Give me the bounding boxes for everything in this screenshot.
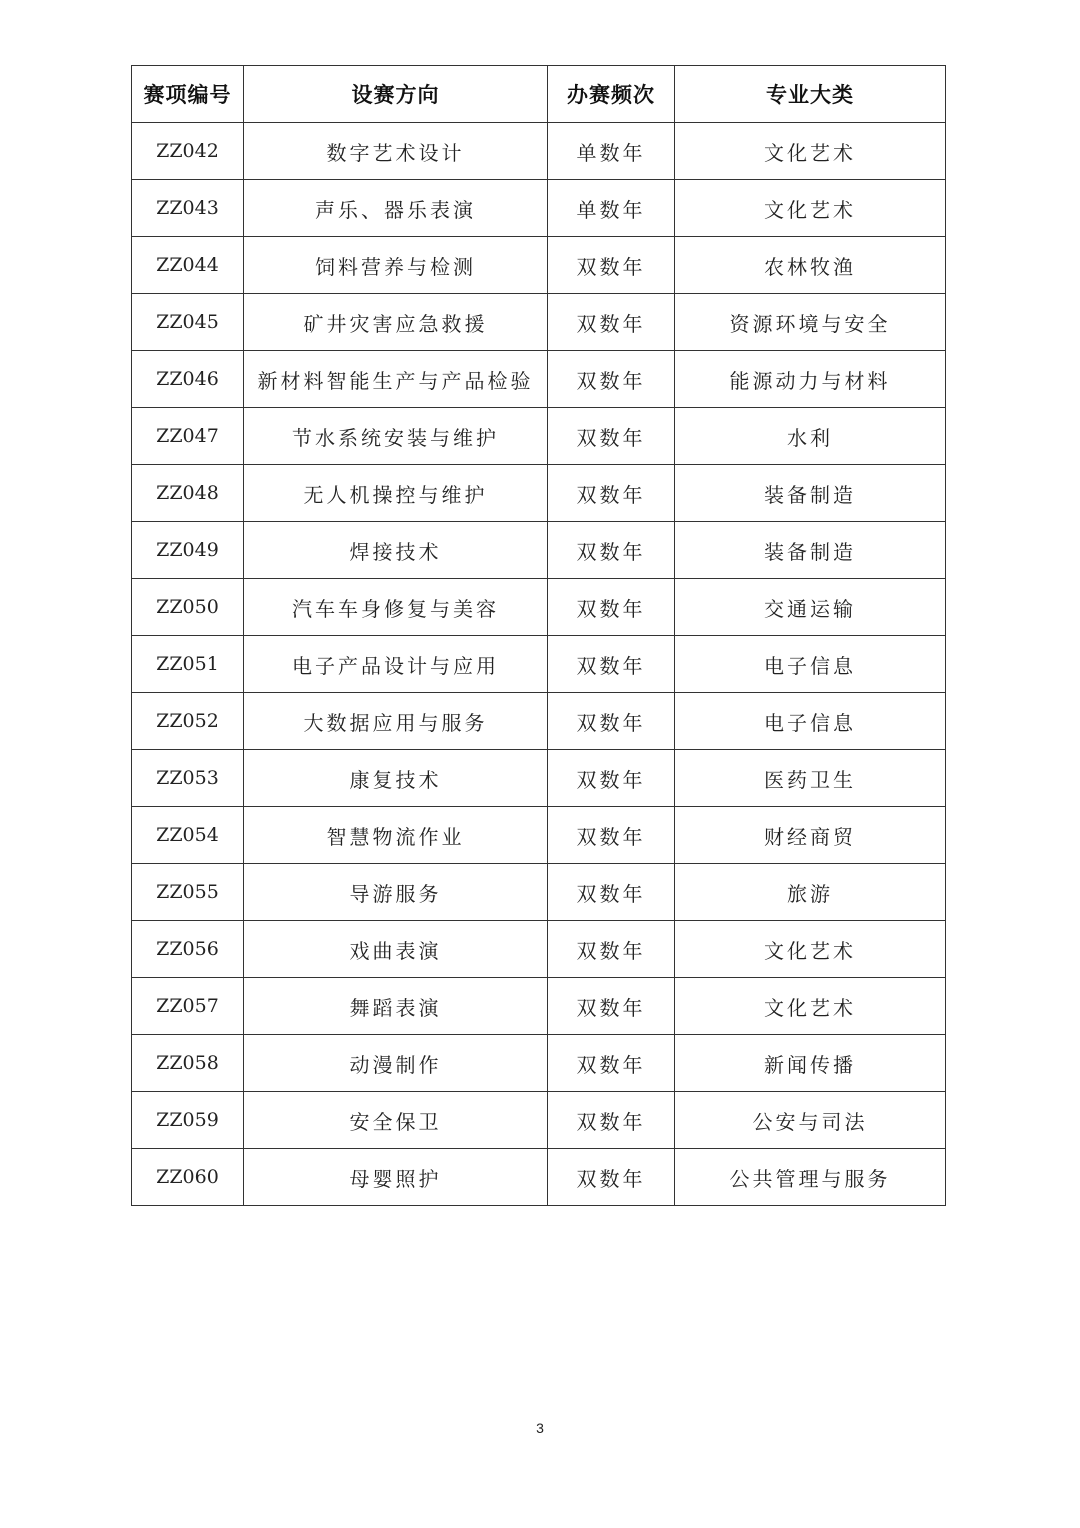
- header-competition-id: 赛项编号: [132, 66, 244, 123]
- cell-major-category: 能源动力与材料: [675, 351, 946, 408]
- cell-frequency: 双数年: [548, 921, 675, 978]
- cell-direction: 节水系统安装与维护: [244, 408, 548, 465]
- cell-direction: 动漫制作: [244, 1035, 548, 1092]
- cell-competition-id: ZZ057: [132, 978, 244, 1035]
- cell-competition-id: ZZ049: [132, 522, 244, 579]
- cell-direction: 汽车车身修复与美容: [244, 579, 548, 636]
- cell-direction: 母婴照护: [244, 1149, 548, 1206]
- cell-direction: 康复技术: [244, 750, 548, 807]
- cell-major-category: 水利: [675, 408, 946, 465]
- cell-direction: 数字艺术设计: [244, 123, 548, 180]
- table-row: [132, 1149, 946, 1206]
- cell-major-category: 资源环境与安全: [675, 294, 946, 351]
- table-row: [132, 522, 946, 579]
- cell-frequency: 双数年: [548, 351, 675, 408]
- cell-frequency: 双数年: [548, 579, 675, 636]
- cell-frequency: 双数年: [548, 465, 675, 522]
- cell-major-category: 文化艺术: [675, 978, 946, 1035]
- cell-direction: 导游服务: [244, 864, 548, 921]
- cell-major-category: 电子信息: [675, 693, 946, 750]
- cell-competition-id: ZZ055: [132, 864, 244, 921]
- cell-major-category: 装备制造: [675, 465, 946, 522]
- cell-major-category: 文化艺术: [675, 123, 946, 180]
- cell-competition-id: ZZ056: [132, 921, 244, 978]
- cell-direction: 矿井灾害应急救援: [244, 294, 548, 351]
- cell-competition-id: ZZ053: [132, 750, 244, 807]
- cell-major-category: 医药卫生: [675, 750, 946, 807]
- cell-frequency: 双数年: [548, 522, 675, 579]
- header-frequency: 办赛频次: [548, 66, 675, 123]
- cell-competition-id: ZZ045: [132, 294, 244, 351]
- cell-competition-id: ZZ048: [132, 465, 244, 522]
- cell-frequency: 双数年: [548, 294, 675, 351]
- table-row: [132, 750, 946, 807]
- table-body: [132, 123, 946, 1206]
- table-row: [132, 465, 946, 522]
- cell-frequency: 双数年: [548, 750, 675, 807]
- cell-competition-id: ZZ047: [132, 408, 244, 465]
- cell-frequency: 双数年: [548, 237, 675, 294]
- table-row: [132, 579, 946, 636]
- cell-direction: 戏曲表演: [244, 921, 548, 978]
- cell-direction: 舞蹈表演: [244, 978, 548, 1035]
- cell-direction: 饲料营养与检测: [244, 237, 548, 294]
- header-major-category: 专业大类: [675, 66, 946, 123]
- cell-frequency: 双数年: [548, 1149, 675, 1206]
- table-row: [132, 1035, 946, 1092]
- table-row: [132, 237, 946, 294]
- table-row: [132, 180, 946, 237]
- cell-direction: 电子产品设计与应用: [244, 636, 548, 693]
- cell-competition-id: ZZ044: [132, 237, 244, 294]
- cell-direction: 新材料智能生产与产品检验: [244, 351, 548, 408]
- cell-competition-id: ZZ046: [132, 351, 244, 408]
- cell-major-category: 公共管理与服务: [675, 1149, 946, 1206]
- header-direction: 设赛方向: [244, 66, 548, 123]
- table-header: [132, 66, 946, 123]
- cell-major-category: 交通运输: [675, 579, 946, 636]
- cell-frequency: 单数年: [548, 123, 675, 180]
- cell-major-category: 财经商贸: [675, 807, 946, 864]
- cell-major-category: 公安与司法: [675, 1092, 946, 1149]
- header-row: [132, 66, 946, 123]
- cell-competition-id: ZZ042: [132, 123, 244, 180]
- cell-competition-id: ZZ052: [132, 693, 244, 750]
- cell-direction: 焊接技术: [244, 522, 548, 579]
- cell-major-category: 农林牧渔: [675, 237, 946, 294]
- page-number: 3: [536, 1420, 544, 1436]
- table-row: [132, 864, 946, 921]
- cell-competition-id: ZZ059: [132, 1092, 244, 1149]
- cell-competition-id: ZZ058: [132, 1035, 244, 1092]
- cell-major-category: 旅游: [675, 864, 946, 921]
- cell-major-category: 电子信息: [675, 636, 946, 693]
- cell-frequency: 双数年: [548, 636, 675, 693]
- cell-frequency: 双数年: [548, 1092, 675, 1149]
- cell-frequency: 双数年: [548, 807, 675, 864]
- table-row: [132, 123, 946, 180]
- cell-major-category: 装备制造: [675, 522, 946, 579]
- table-row: [132, 636, 946, 693]
- cell-frequency: 双数年: [548, 1035, 675, 1092]
- cell-direction: 无人机操控与维护: [244, 465, 548, 522]
- cell-direction: 智慧物流作业: [244, 807, 548, 864]
- table-row: [132, 807, 946, 864]
- table-row: [132, 294, 946, 351]
- table-row: [132, 351, 946, 408]
- cell-competition-id: ZZ051: [132, 636, 244, 693]
- cell-frequency: 单数年: [548, 180, 675, 237]
- table-row: [132, 693, 946, 750]
- table-row: [132, 921, 946, 978]
- cell-competition-id: ZZ043: [132, 180, 244, 237]
- cell-major-category: 文化艺术: [675, 180, 946, 237]
- cell-direction: 声乐、器乐表演: [244, 180, 548, 237]
- cell-direction: 大数据应用与服务: [244, 693, 548, 750]
- cell-competition-id: ZZ054: [132, 807, 244, 864]
- cell-direction: 安全保卫: [244, 1092, 548, 1149]
- table-row: [132, 1092, 946, 1149]
- cell-competition-id: ZZ050: [132, 579, 244, 636]
- cell-major-category: 文化艺术: [675, 921, 946, 978]
- cell-competition-id: ZZ060: [132, 1149, 244, 1206]
- cell-major-category: 新闻传播: [675, 1035, 946, 1092]
- cell-frequency: 双数年: [548, 693, 675, 750]
- table-row: [132, 408, 946, 465]
- table-row: [132, 978, 946, 1035]
- competition-schedule-table: [131, 65, 946, 1206]
- cell-frequency: 双数年: [548, 408, 675, 465]
- cell-frequency: 双数年: [548, 978, 675, 1035]
- cell-frequency: 双数年: [548, 864, 675, 921]
